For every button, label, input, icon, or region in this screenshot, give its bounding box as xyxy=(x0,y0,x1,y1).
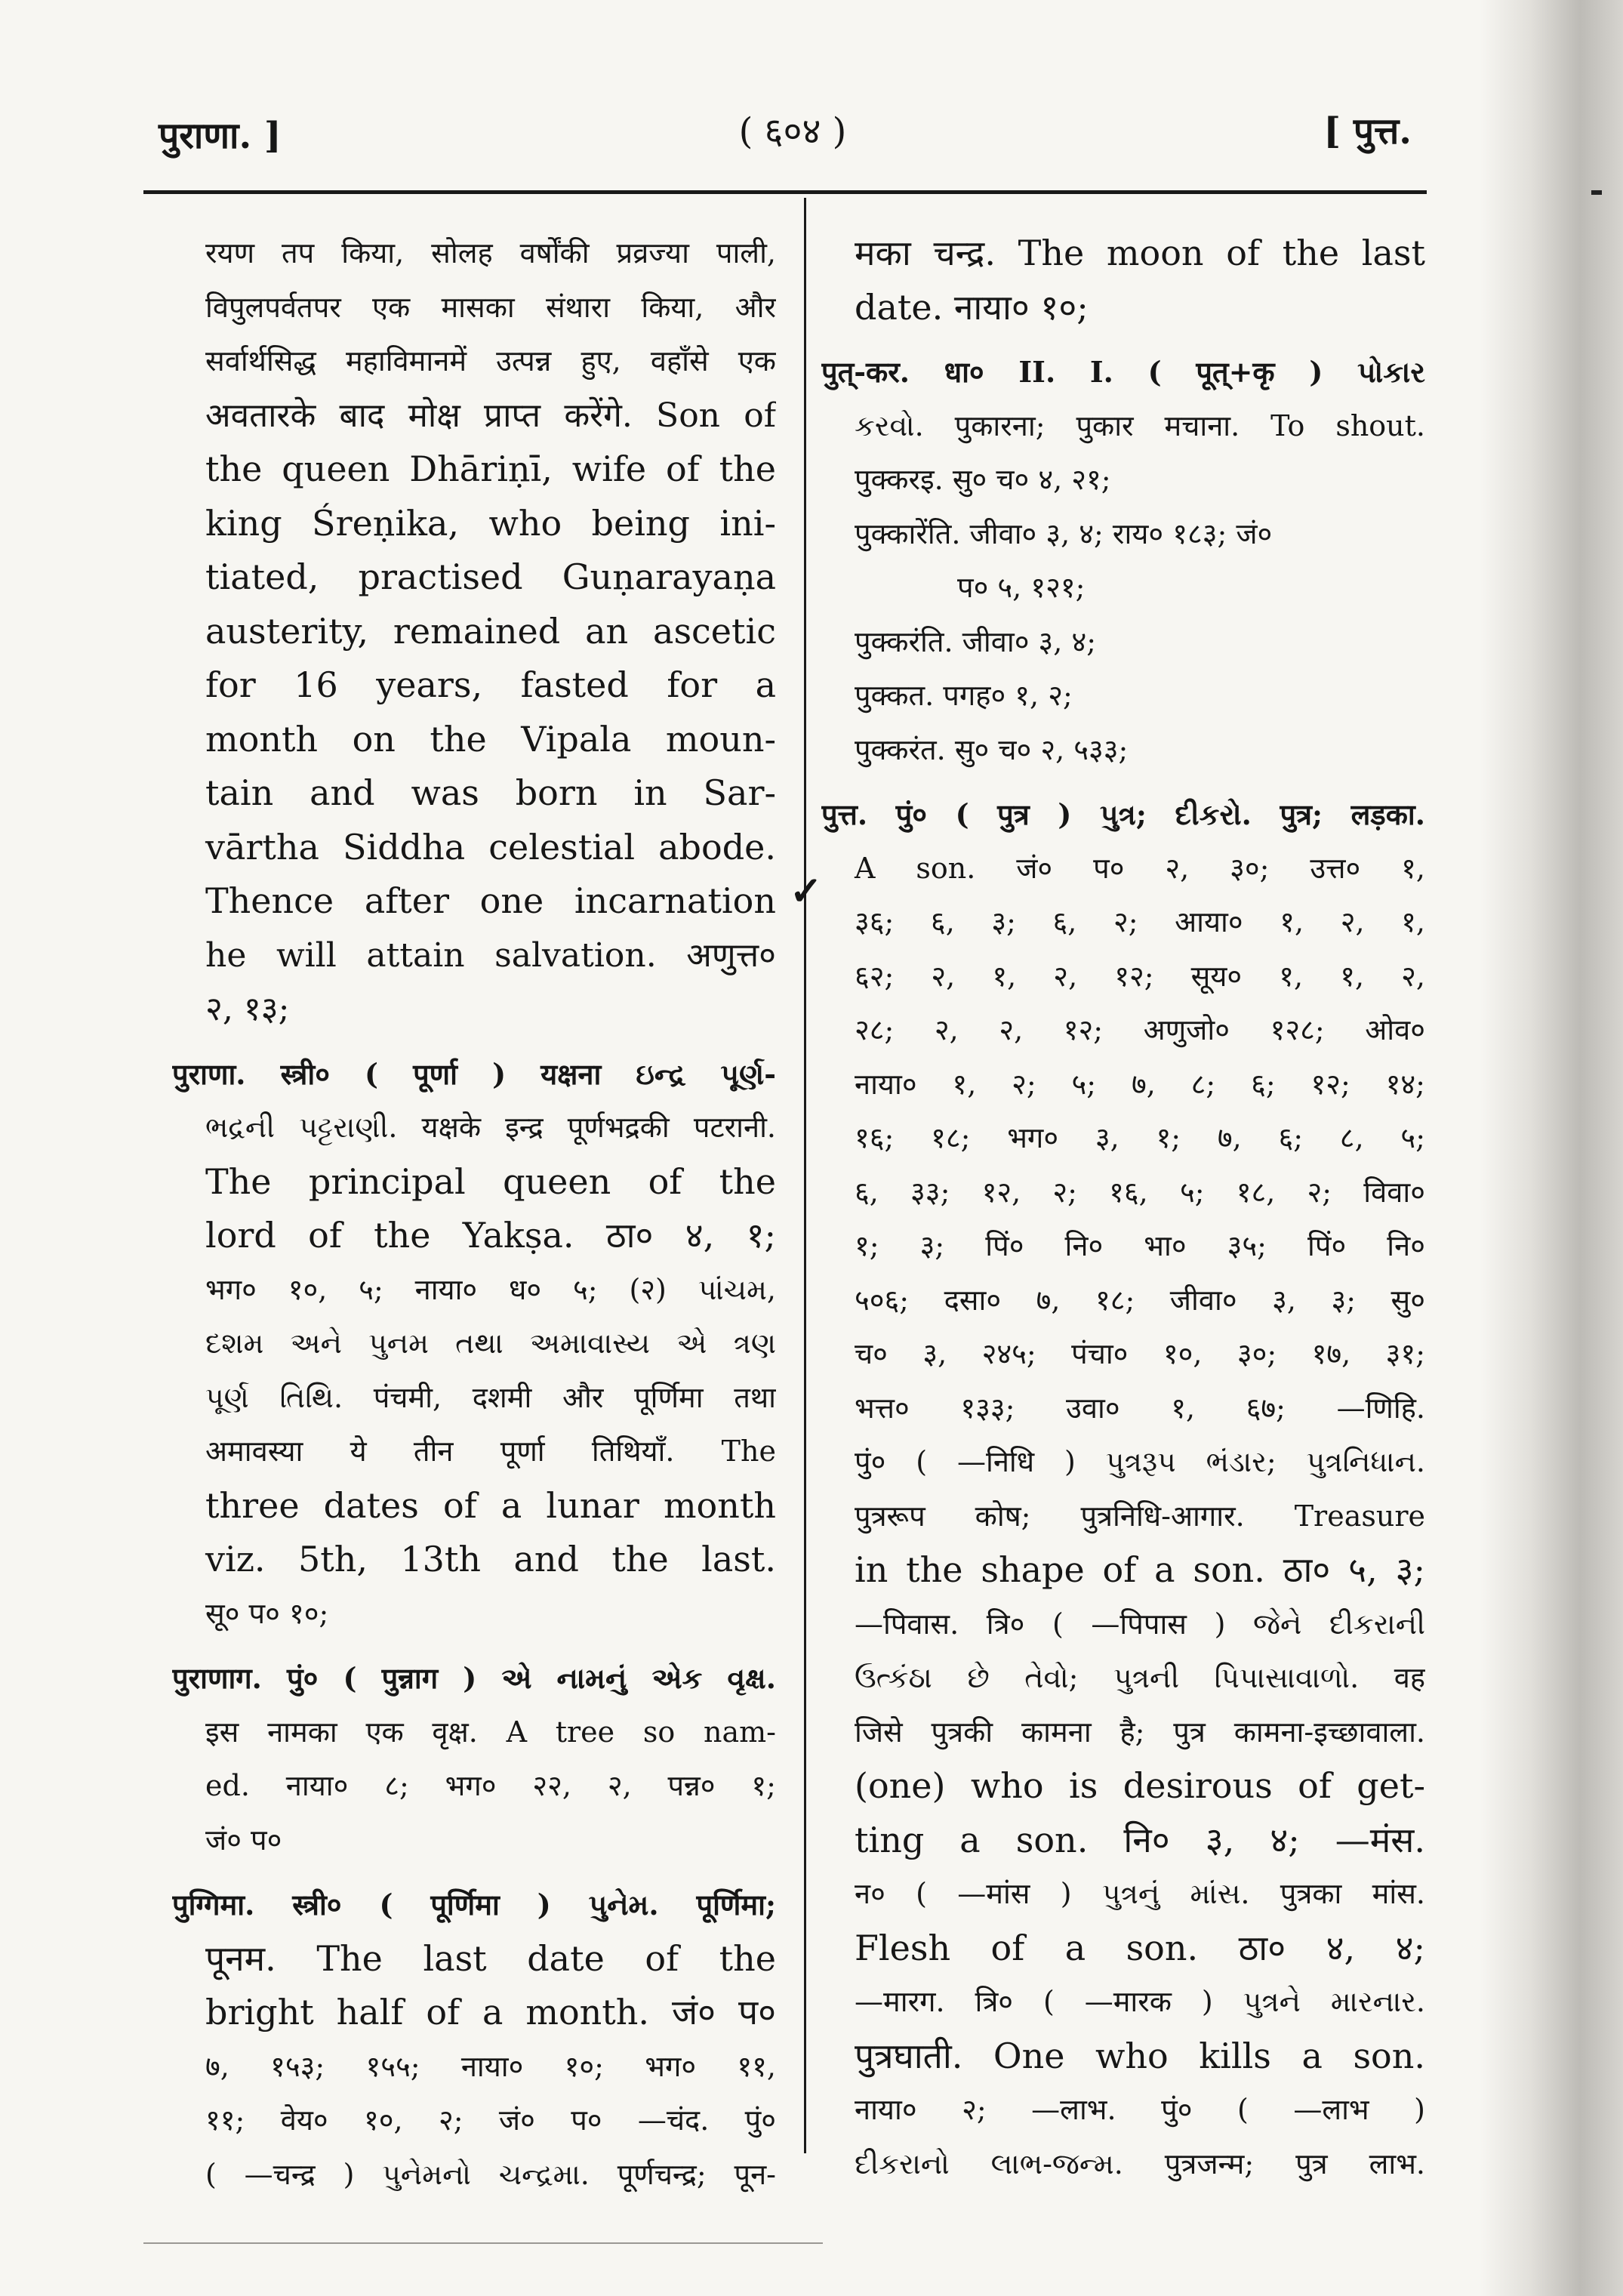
right-guideword: [ पुत्त. xyxy=(1323,110,1412,153)
text-line: पुं० ( —निधि ) પુત્રરૂપ ભંડાર; પુત્રનિધાન. xyxy=(855,1445,1425,1478)
entry-headline: पुत्त. पुं० ( पुत्र ) પુત્ર; દીકરો. पुत्र; लड़का. xyxy=(821,797,1425,831)
entry-headline: पुराणाग. पुं० ( पुन्नाग ) એ નામનું એક વૃક્ષ. xyxy=(172,1661,776,1695)
text-line: ६, ३३; १२, २; १६, ५; १८, २; विवा० xyxy=(855,1175,1425,1209)
text-line: भग० १०, ५; नाया० ध० ५; (२) પાંચમ, xyxy=(205,1272,776,1306)
text-line: Thence after one incarnation xyxy=(205,880,776,921)
text-line: मका चन्द्र. The moon of the last xyxy=(855,233,1425,273)
text-line: for 16 years, fasted for a xyxy=(205,664,776,705)
text-line: नाया० २; —लाभ. पुं० ( —लाभ ) xyxy=(855,2093,1425,2126)
text-line: पुक्कारेंति. जीवा० ३, ४; राय० १८३; जं० xyxy=(855,516,1273,550)
text-line: पुक्करंत. सु० च० २, ५३३; xyxy=(855,732,1129,766)
text-line: ६२; २, १, २, १२; सूय० १, १, २, xyxy=(855,959,1425,993)
text-line: सर्वार्थसिद्ध महाविमानमें उत्पन्न हुए, वहाँसे एक xyxy=(205,344,776,378)
text-line: पुक्कत. पगह० १, २; xyxy=(855,679,1073,712)
text-line: —मारग. त्रि० ( —मारक ) પુત્રને મારનાર. xyxy=(855,1985,1425,2018)
text-line: he will attain salvation. अणुत्त० xyxy=(205,935,776,975)
text-line: २८; २, २, १२; अणुजो० १२८; ओव० xyxy=(855,1013,1425,1046)
page-header xyxy=(143,97,1419,165)
text-line: A son. जं० प० २, ३०; उत्त० १, xyxy=(855,851,1425,885)
text-line: ભદ્રની પટ્ટરાણી. यक्षके इन्द्र पूर्णभद्रकी पटरानी. xyxy=(205,1111,776,1144)
text-line: ( —चन्द्र ) પુનેમનો ચન્દ્રમા. पूर्णचन्द्र; पून- xyxy=(205,2157,776,2191)
text-line: नाया० १, २; ५; ७, ८; ६; १२; १४; xyxy=(855,1067,1425,1101)
text-line: पूनम. The last date of the xyxy=(205,1937,776,1979)
text-line: —पिवास. त्रि० ( —पिपास ) જેને દીકરાની xyxy=(855,1607,1425,1641)
text-line: ५०६; दसा० ७, १८; जीवा० ३, ३; सु० xyxy=(855,1283,1425,1317)
text-line: भत्त० १३३; उवा० १, ६७; —णिहि. xyxy=(855,1391,1425,1425)
check-mark-icon: ✓ xyxy=(790,868,823,914)
text-line: vārtha Siddha celestial abode. xyxy=(205,826,776,868)
text-line: દીકરાનો લાભ-જન્મ. पुत्रजन्म; पुत्र लाभ. xyxy=(855,2147,1425,2180)
text-line: three dates of a lunar month xyxy=(205,1484,776,1526)
dictionary-entry-punnaaga xyxy=(172,1651,776,1867)
dictionary-entry-putkar xyxy=(821,345,1425,777)
text-line: ting a son. नि० ३, ४; —मंस. xyxy=(855,1819,1425,1860)
text-line: सू० प० १०; xyxy=(205,1596,329,1630)
text-line: पुक्करंति. जीवा० ३, ४; xyxy=(855,624,1097,658)
text-line: in the shape of a son. ठा० ५, ३; xyxy=(855,1549,1425,1590)
text-line: १; ३; पिं० नि० भा० ३५; पिं० नि० xyxy=(855,1229,1425,1262)
text-line: Flesh of a son. ठा० ४, ४; xyxy=(855,1927,1425,1968)
page-edge-shadow xyxy=(1480,0,1623,2296)
text-line: પૂર્ણ તિથિ. पंचमी, दशमी और पूर्णिमा तथा xyxy=(205,1380,776,1414)
text-line: पुक्करइ. सु० च० ४, २१; xyxy=(855,463,1111,496)
continued-entry xyxy=(821,227,1425,334)
dictionary-entry-putta xyxy=(821,787,1425,2191)
text-line: king Śreṇika, who being ini- xyxy=(205,502,776,544)
entry-headline: पुराणा. स्त्री० ( पूर्णा ) यक्षना ઇન્દ્ર પૂર્ણ- xyxy=(172,1056,776,1091)
header-rule xyxy=(143,190,1427,194)
text-line: કરવો. पुकारना; पुकार मचाना. To shout. xyxy=(855,408,1425,442)
text-line: २, १३; xyxy=(205,990,290,1028)
text-line: प० ५, १२१; xyxy=(957,571,1086,604)
edge-mark-top xyxy=(1591,190,1602,195)
text-line: The principal queen of the xyxy=(205,1160,776,1202)
text-line: the queen Dhāriṇī, wife of the xyxy=(205,448,776,489)
left-column xyxy=(172,227,776,2212)
text-line: विपुलपर्वतपर एक मासका संथारा किया, और xyxy=(205,290,776,324)
continued-entry xyxy=(172,227,776,1037)
dictionary-entry-punnimaa xyxy=(172,1878,776,2202)
text-line: अमावस्या ये तीन पूर्णा तिथियाँ. The xyxy=(205,1435,776,1468)
right-column xyxy=(821,227,1425,2202)
text-line: tiated, practised Guṇarayaṇa xyxy=(205,556,776,597)
text-line: न० ( —मांस ) પુત્રનું માંસ. पुत्रका मांस. xyxy=(855,1877,1425,1910)
text-line: month on the Vipala moun- xyxy=(205,718,776,760)
text-line: ११; वेय० १०, २; जं० प० —चंद. पुं० xyxy=(205,2103,776,2137)
text-line: १६; १८; भग० ३, १; ७, ६; ८, ५; xyxy=(855,1121,1425,1154)
text-line: पुत्ररूप कोष; पुत्रनिधि-आगार. Treasure xyxy=(855,1499,1425,1533)
text-line: bright half of a month. जं० प० xyxy=(205,1992,776,2032)
page-number: ( ६०४ ) xyxy=(738,110,847,153)
text-line: દશમ અને પુનમ તથા અમાવાસ્ય એ ત્રણ xyxy=(205,1327,776,1360)
text-line: अवतारके बाद मोक्ष प्राप्त करेंगे. Son of xyxy=(205,396,776,435)
dictionary-entry-puraana xyxy=(172,1047,776,1641)
text-line: tain and was born in Sar- xyxy=(205,772,776,813)
column-divider xyxy=(804,198,806,2153)
text-line: पुत्रघाती. One who kills a son. xyxy=(855,2035,1425,2076)
text-line: जिसे पुत्रकी कामना है; पुत्र कामना-इच्छावाला. xyxy=(855,1715,1425,1749)
text-line: ઉત્કંઠા છે તેવો; પુત્રની પિપાસાવાળો. वह xyxy=(855,1661,1425,1694)
text-line: ७, १५३; १५५; नाया० १०; भग० ११, xyxy=(205,2049,776,2083)
text-line: जं० प० xyxy=(205,1823,282,1857)
text-line: (one) who is desirous of get- xyxy=(855,1765,1425,1806)
text-line: lord of the Yakṣa. ठा० ४, १; xyxy=(205,1215,776,1256)
text-line: ed. नाया० ८; भग० २२, २, पन्न० १; xyxy=(205,1769,776,1802)
text-line: रयण तप किया, सोलह वर्षोंकी प्रव्रज्या पाली, xyxy=(205,236,776,270)
text-line: viz. 5th, 13th and the last. xyxy=(205,1539,776,1579)
text-line: इस नामका एक वृक्ष. A tree so nam- xyxy=(205,1715,776,1749)
text-line: च० ३, २४५; पंचा० १०, ३०; १७, ३१; xyxy=(855,1337,1425,1370)
text-line: date. नाया० १०; xyxy=(855,286,1089,328)
entry-headline: पुग्गिमा. स्त्री० ( पूर्णिमा ) પુનેમ. पूर्णिमा; xyxy=(172,1888,776,1922)
footer-rule xyxy=(143,2242,823,2244)
left-guideword: पुराणा. ] xyxy=(159,115,282,157)
text-line: ३६; ६, ३; ६, २; आया० १, २, १, xyxy=(855,905,1425,938)
text-line: austerity, remained an ascetic xyxy=(205,610,776,652)
entry-headline: पुत्-कर. धा० II. I. ( पूत्+कृ ) પોકાર xyxy=(821,355,1425,389)
